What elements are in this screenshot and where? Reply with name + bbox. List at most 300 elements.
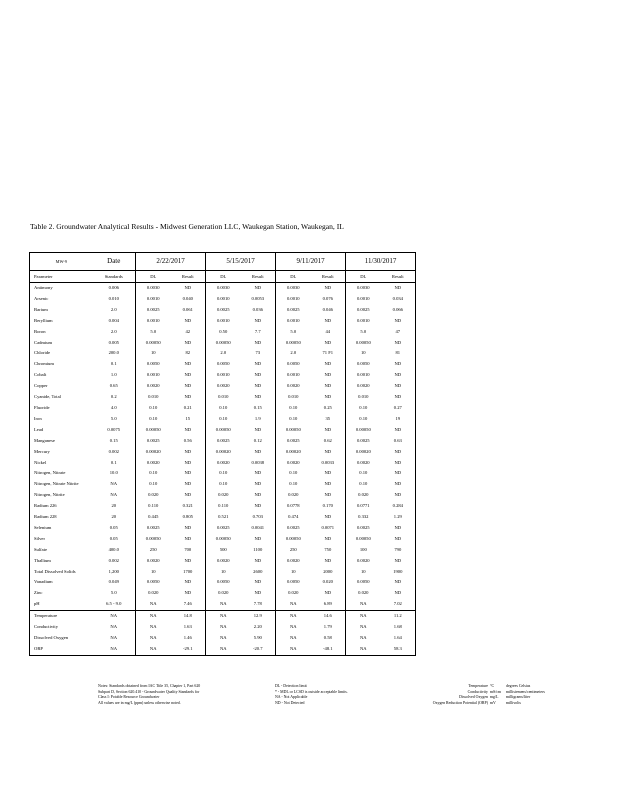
table-row bbox=[30, 468, 416, 479]
result-cell: ND bbox=[324, 361, 332, 367]
result-cell: 0.0041 bbox=[251, 524, 265, 530]
detection-limit: 0.0050 bbox=[346, 359, 381, 370]
standard-value: NA bbox=[110, 492, 118, 498]
table-row bbox=[30, 611, 416, 622]
detection-limit: 0.0020 bbox=[276, 458, 311, 469]
note-line: Notes: Standards obtained from IAC Title 35, Chapter 1, Part 620 bbox=[98, 684, 201, 688]
detection-limit: 0.020 bbox=[276, 588, 311, 599]
detection-limit: 0.10 bbox=[206, 403, 241, 414]
result-cell: 0.703 bbox=[252, 514, 263, 520]
detection-limit: 5.0 bbox=[346, 327, 381, 338]
result-cell: 58.3 bbox=[393, 645, 402, 651]
result-cell: 7.46 bbox=[183, 601, 192, 607]
sampling-date: 9/11/2017 bbox=[276, 253, 346, 271]
detection-limit: 0.0030 bbox=[136, 283, 171, 294]
detection-limit: 0.0778 bbox=[276, 501, 311, 512]
result-cell: ND bbox=[324, 557, 332, 563]
result-cell: ND bbox=[324, 426, 332, 432]
detection-limit: 0.0025 bbox=[136, 436, 171, 447]
detection-limit: NA bbox=[346, 611, 381, 622]
dl-header: DL bbox=[346, 271, 381, 283]
table-row bbox=[30, 545, 416, 556]
result-cell: 15 bbox=[185, 415, 191, 421]
notes-standards bbox=[98, 684, 200, 706]
detection-limit: 0.0010 bbox=[206, 316, 241, 327]
result-cell: -29.1 bbox=[182, 645, 193, 651]
result-cell: ND bbox=[394, 372, 402, 378]
result-cell: 0.0033 bbox=[321, 459, 335, 465]
standard-value: 0.002 bbox=[108, 448, 119, 454]
parameter-name: Lead bbox=[34, 426, 44, 432]
result-cell: 14.6 bbox=[311, 611, 346, 622]
result-cell: ND bbox=[184, 557, 192, 563]
detection-limit: 0.020 bbox=[206, 588, 241, 599]
standard-value: 2.0 bbox=[110, 306, 117, 312]
detection-limit: 0.0030 bbox=[276, 283, 311, 294]
detection-limit: 0.0010 bbox=[206, 294, 241, 305]
standard-value: 0.2 bbox=[110, 394, 117, 400]
result-cell: ND bbox=[394, 394, 402, 400]
parameter-name: Arsenic bbox=[34, 295, 49, 301]
detection-limit: NA bbox=[346, 633, 381, 644]
result-cell: ND bbox=[254, 535, 262, 541]
detection-limit: NA bbox=[136, 633, 171, 644]
result-cell: ND bbox=[184, 426, 192, 432]
detection-limit: 0.0050 bbox=[206, 359, 241, 370]
header-columns-row bbox=[30, 271, 416, 283]
detection-limit: 0.110 bbox=[136, 501, 171, 512]
result-cell: ND bbox=[254, 339, 262, 345]
standards-header: Standards bbox=[93, 271, 136, 283]
detection-limit: NA bbox=[136, 622, 171, 633]
note-line: All values are in mg/L (ppm) unless otherwise noted. bbox=[98, 700, 181, 705]
detection-limit: NA bbox=[206, 644, 241, 655]
table-row bbox=[30, 556, 416, 567]
abbreviation-line: ND - Not Detected bbox=[275, 700, 305, 705]
result-cell: 0.040 bbox=[182, 295, 193, 301]
table-row bbox=[30, 512, 416, 523]
detection-limit: 0.00050 bbox=[136, 338, 171, 349]
detection-limit: 10 bbox=[276, 567, 311, 578]
result-cell: 14.8 bbox=[171, 611, 206, 622]
abbreviation-line: NA - Not Applicable bbox=[275, 695, 308, 699]
result-cell: 82 bbox=[185, 350, 191, 356]
note-line: Subpart D, Section 620.410 - Groundwater Quality Standards for bbox=[98, 689, 200, 694]
result-cell: 73 bbox=[255, 350, 261, 356]
table-row bbox=[30, 338, 416, 349]
result-cell: ND bbox=[254, 481, 262, 487]
result-cell: 0.15 bbox=[253, 404, 262, 410]
result-cell: ND bbox=[184, 372, 192, 378]
detection-limit: 0.0025 bbox=[276, 523, 311, 534]
result-cell: ND bbox=[324, 394, 332, 400]
detection-limit: NA bbox=[276, 599, 311, 610]
result-cell: 5.90 bbox=[253, 635, 262, 640]
detection-limit: NA bbox=[276, 611, 311, 622]
detection-limit: 0.00050 bbox=[276, 338, 311, 349]
table-row bbox=[30, 327, 416, 338]
standard-value: 200.0 bbox=[108, 350, 119, 356]
table-row bbox=[30, 348, 416, 359]
result-cell: ND bbox=[394, 339, 402, 345]
detection-limit: 0.00050 bbox=[136, 534, 171, 545]
parameter-name: Cyanide, Total bbox=[34, 394, 61, 400]
detection-limit: NA bbox=[346, 644, 381, 655]
result-cell: 1.63 bbox=[183, 624, 192, 630]
result-cell: ND bbox=[254, 372, 262, 378]
result-cell: ND bbox=[254, 361, 262, 367]
result-cell: ND bbox=[184, 459, 192, 465]
result-cell: ND bbox=[324, 590, 332, 596]
detection-limit: 0.020 bbox=[136, 490, 171, 501]
result-cell: 0.020 bbox=[322, 579, 333, 585]
result-cell: ND bbox=[324, 481, 332, 487]
result-cell: 0.58 bbox=[323, 635, 332, 640]
detection-limit: 0.0025 bbox=[346, 436, 381, 447]
standard-value: NA bbox=[110, 481, 118, 487]
detection-limit: 0.00020 bbox=[206, 447, 241, 458]
parameter-name: Temperature bbox=[30, 611, 93, 622]
detection-limit: 0.0010 bbox=[346, 316, 381, 327]
standard-value: NA bbox=[110, 645, 118, 651]
result-cell: 71 F1 bbox=[322, 350, 334, 356]
result-cell: ND bbox=[254, 470, 262, 476]
result-cell: ND bbox=[184, 590, 192, 596]
sampling-date: 11/30/2017 bbox=[346, 253, 416, 271]
detection-limit: 2.0 bbox=[276, 348, 311, 359]
result-cell: ND bbox=[184, 579, 192, 585]
well-id: MW-9 bbox=[30, 253, 93, 271]
detection-limit: 0.0010 bbox=[276, 370, 311, 381]
result-header: Result bbox=[171, 271, 206, 283]
detection-limit: 0.0020 bbox=[346, 458, 381, 469]
result-cell: 1.29 bbox=[393, 514, 402, 520]
result-cell: ND bbox=[184, 339, 192, 345]
standard-value: NA bbox=[93, 611, 136, 622]
detection-limit: 0.50 bbox=[206, 327, 241, 338]
result-cell: ND bbox=[184, 492, 192, 498]
table-row bbox=[30, 381, 416, 392]
standard-value: 0.005 bbox=[108, 339, 119, 345]
standard-value: 20 bbox=[111, 514, 117, 520]
parameter-name: Silver bbox=[34, 535, 45, 541]
detection-limit: NA bbox=[136, 599, 171, 610]
result-cell: 1.68 bbox=[393, 624, 402, 630]
detection-limit: 100 bbox=[346, 545, 381, 556]
result-cell: ND bbox=[184, 448, 192, 454]
detection-limit: 0.0020 bbox=[346, 556, 381, 567]
dl-header: DL bbox=[276, 271, 311, 283]
detection-limit: 0.00020 bbox=[136, 447, 171, 458]
result-cell: ND bbox=[254, 383, 262, 389]
parameter-name: Sulfate bbox=[34, 546, 48, 552]
detection-limit: 0.010 bbox=[136, 392, 171, 403]
detection-limit: 0.00050 bbox=[276, 425, 311, 436]
detection-limit: NA bbox=[206, 599, 241, 610]
table-row bbox=[30, 577, 416, 588]
table-row bbox=[30, 490, 416, 501]
result-cell: ND bbox=[184, 524, 192, 530]
parameter-name: Mercury bbox=[34, 448, 50, 454]
result-cell: ND bbox=[394, 535, 402, 541]
parameter-name: Iron bbox=[34, 415, 42, 421]
detection-limit: 0.10 bbox=[136, 479, 171, 490]
standard-value: NA bbox=[110, 624, 118, 630]
unit-description: milligrams/liter bbox=[506, 695, 531, 699]
detection-limit: 500 bbox=[206, 545, 241, 556]
detection-limit: 0.00050 bbox=[276, 534, 311, 545]
result-cell: 0.0053 bbox=[251, 295, 265, 301]
result-cell: ND bbox=[184, 481, 192, 487]
parameter-name: Thallium bbox=[34, 557, 51, 563]
detection-limit: 0.0030 bbox=[346, 283, 381, 294]
unit-symbol: mV bbox=[490, 700, 496, 705]
result-cell: ND bbox=[324, 339, 332, 345]
result-cell: ND bbox=[324, 372, 332, 378]
table-row bbox=[30, 403, 416, 414]
standard-value: 1,200 bbox=[108, 568, 119, 574]
table-row bbox=[30, 588, 416, 599]
dl-header: DL bbox=[136, 271, 171, 283]
parameter-name: Boron bbox=[34, 328, 46, 334]
sampling-date: 2/22/2017 bbox=[136, 253, 206, 271]
detection-limit: 0.10 bbox=[276, 414, 311, 425]
unit-symbol: mg/L bbox=[490, 695, 499, 699]
detection-limit: 0.0050 bbox=[136, 577, 171, 588]
result-cell: ND bbox=[254, 557, 262, 563]
detection-limit: 0.00020 bbox=[276, 447, 311, 458]
notes-unit-descriptions bbox=[506, 684, 545, 706]
table-row bbox=[30, 622, 416, 633]
detection-limit: 0.332 bbox=[346, 512, 381, 523]
result-cell: 6.89 bbox=[323, 601, 332, 607]
standard-value: 1.0 bbox=[110, 372, 117, 378]
detection-limit: 0.10 bbox=[136, 403, 171, 414]
result-cell: 7.78 bbox=[253, 601, 262, 607]
parameter-name: Zinc bbox=[34, 590, 43, 596]
detection-limit: 0.521 bbox=[206, 512, 241, 523]
detection-limit: 0.0010 bbox=[276, 294, 311, 305]
table-row bbox=[30, 479, 416, 490]
result-cell: ND bbox=[394, 459, 402, 465]
table-row bbox=[30, 599, 416, 610]
date-label: Date bbox=[93, 253, 136, 271]
result-cell: ND bbox=[394, 448, 402, 454]
standard-value: 20 bbox=[111, 503, 117, 509]
standard-value: 10.0 bbox=[109, 470, 118, 476]
result-cell: 0.56 bbox=[183, 437, 192, 443]
detection-limit: 0.020 bbox=[346, 588, 381, 599]
detection-limit: 0.00050 bbox=[136, 425, 171, 436]
parameter-name: Nickel bbox=[34, 459, 47, 465]
detection-limit: 0.0050 bbox=[206, 577, 241, 588]
detection-limit: NA bbox=[346, 599, 381, 610]
detection-limit: 0.020 bbox=[346, 490, 381, 501]
standard-value: 0.1 bbox=[110, 459, 117, 465]
unit-description: millisiemens/centimeters bbox=[506, 689, 545, 694]
notes-unit-symbols bbox=[490, 684, 501, 706]
table-row bbox=[30, 644, 416, 655]
standard-value: 0.1 bbox=[110, 361, 117, 367]
result-cell: ND bbox=[394, 317, 402, 323]
standard-value: 5.0 bbox=[110, 590, 117, 596]
detection-limit: 0.020 bbox=[136, 588, 171, 599]
result-cell: 81 bbox=[395, 350, 401, 356]
unit-description: degrees Celsius bbox=[506, 684, 531, 688]
detection-limit: 250 bbox=[136, 545, 171, 556]
result-cell: 0.0071 bbox=[321, 524, 335, 530]
result-cell: 11.2 bbox=[381, 611, 416, 622]
standard-value: NA bbox=[110, 635, 118, 640]
result-cell: 0.076 bbox=[322, 295, 333, 301]
table-row bbox=[30, 523, 416, 534]
result-cell: ND bbox=[184, 285, 192, 290]
detection-limit: 0.00050 bbox=[346, 425, 381, 436]
detection-limit: 10 bbox=[136, 348, 171, 359]
result-cell: 7.02 bbox=[393, 601, 402, 607]
result-cell: ND bbox=[324, 470, 332, 476]
detection-limit: 0.0020 bbox=[206, 458, 241, 469]
detection-limit: 0.0025 bbox=[276, 436, 311, 447]
detection-limit: 0.110 bbox=[206, 501, 241, 512]
result-cell: 42 bbox=[185, 328, 191, 334]
table-row bbox=[30, 425, 416, 436]
standard-value: 2.0 bbox=[110, 328, 117, 334]
result-header: Result bbox=[311, 271, 346, 283]
detection-limit: 0.0025 bbox=[136, 523, 171, 534]
result-cell: ND bbox=[254, 503, 262, 509]
standard-value: 0.004 bbox=[108, 317, 119, 323]
abbreviation-line: * - MDL or LCSD is outside acceptable limits. bbox=[275, 689, 348, 694]
result-cell: ND bbox=[324, 514, 332, 520]
detection-limit: NA bbox=[346, 622, 381, 633]
detection-limit: NA bbox=[276, 633, 311, 644]
result-cell: -48.1 bbox=[323, 645, 333, 651]
result-cell: 0.0038 bbox=[251, 459, 265, 465]
result-cell: ND bbox=[394, 557, 402, 563]
result-cell: ND bbox=[184, 470, 192, 476]
detection-limit: 0.00050 bbox=[206, 534, 241, 545]
standard-value: 5.0 bbox=[110, 415, 117, 421]
result-cell: ND bbox=[254, 590, 262, 596]
parameter-name: Selenium bbox=[34, 524, 52, 530]
detection-limit: 0.010 bbox=[276, 392, 311, 403]
detection-limit: 0.0025 bbox=[346, 305, 381, 316]
unit-description: millivolts bbox=[506, 700, 521, 705]
detection-limit: NA bbox=[136, 644, 171, 655]
groundwater-results-table bbox=[29, 252, 416, 656]
detection-limit: 0.0010 bbox=[136, 316, 171, 327]
detection-limit: 0.0025 bbox=[206, 436, 241, 447]
parameter-name: Nitrogen, Nitrite bbox=[34, 492, 65, 498]
result-cell: ND bbox=[254, 448, 262, 454]
detection-limit: 0.0025 bbox=[206, 523, 241, 534]
result-cell: 0.170 bbox=[322, 503, 333, 509]
parameter-name: Beryllium bbox=[34, 317, 53, 323]
result-cell: 0.034 bbox=[392, 295, 403, 301]
detection-limit: 0.0020 bbox=[206, 381, 241, 392]
parameter-name: Total Dissolved Solids bbox=[34, 568, 76, 574]
detection-limit: 0.0030 bbox=[206, 283, 241, 294]
result-cell: ND bbox=[324, 285, 332, 290]
parameter-name: Radium 226 bbox=[34, 503, 57, 509]
result-cell: 0.27 bbox=[393, 404, 402, 410]
result-cell: ND bbox=[394, 492, 402, 498]
document-title: Table 2. Groundwater Analytical Results - Midwest Generation LLC, Waukegan Station, Waukegan, IL bbox=[30, 222, 344, 231]
unit-name: Dissolved Oxygen bbox=[459, 695, 488, 699]
detection-limit: 0.0025 bbox=[206, 305, 241, 316]
dl-header: DL bbox=[206, 271, 241, 283]
result-cell: ND bbox=[394, 524, 402, 530]
detection-limit: 0.0020 bbox=[346, 381, 381, 392]
detection-limit: 0.0050 bbox=[136, 359, 171, 370]
result-cell: ND bbox=[254, 426, 262, 432]
detection-limit: NA bbox=[206, 611, 241, 622]
result-cell: 750 bbox=[324, 546, 332, 552]
detection-limit: 0.10 bbox=[276, 403, 311, 414]
result-cell: 0.284 bbox=[392, 503, 403, 509]
detection-limit: 0.0050 bbox=[276, 577, 311, 588]
detection-limit: 0.010 bbox=[346, 392, 381, 403]
parameter-name: Antimony bbox=[34, 285, 53, 290]
result-cell: 0.046 bbox=[322, 306, 333, 312]
notes-unit-names bbox=[400, 684, 488, 706]
notes-abbreviations bbox=[275, 684, 348, 706]
unit-symbol: mS/cm bbox=[490, 689, 502, 694]
unit-name: Temperature bbox=[468, 684, 488, 688]
detection-limit: NA bbox=[136, 611, 171, 622]
result-cell: 0.25 bbox=[323, 404, 332, 410]
result-cell: 1100 bbox=[253, 546, 263, 552]
result-cell: 1.79 bbox=[323, 624, 332, 630]
result-cell: ND bbox=[254, 285, 262, 290]
detection-limit: 0.10 bbox=[346, 468, 381, 479]
result-cell: ND bbox=[394, 361, 402, 367]
result-cell: 700 bbox=[184, 546, 192, 552]
parameter-name: Nitrogen, Nitrate Nitrite bbox=[34, 481, 79, 487]
unit-name: Conductivity bbox=[467, 689, 488, 694]
standard-value: 0.05 bbox=[109, 524, 118, 530]
result-cell: 2.20 bbox=[253, 624, 262, 630]
parameter-name: Barium bbox=[34, 306, 48, 312]
parameter-name: Dissolved Oxygen bbox=[34, 635, 69, 640]
result-cell: 44 bbox=[325, 328, 331, 334]
standard-value: 0.010 bbox=[108, 295, 119, 301]
parameter-name: Nitrogen, Nitrate bbox=[34, 470, 66, 476]
unit-symbol: °C bbox=[490, 684, 495, 688]
detection-limit: 0.0010 bbox=[346, 370, 381, 381]
detection-limit: 0.0771 bbox=[346, 501, 381, 512]
result-cell: 19 bbox=[395, 415, 401, 421]
result-cell: 1900 bbox=[393, 568, 403, 574]
parameter-name: Cobalt bbox=[34, 372, 47, 378]
result-cell: 35 bbox=[325, 415, 331, 421]
table-row bbox=[30, 294, 416, 305]
detection-limit: 0.0050 bbox=[346, 577, 381, 588]
detection-limit: 0.10 bbox=[346, 414, 381, 425]
standard-value: 400.0 bbox=[108, 546, 119, 552]
parameter-name: Copper bbox=[34, 383, 48, 389]
detection-limit: 0.0025 bbox=[136, 305, 171, 316]
detection-limit: 0.020 bbox=[206, 490, 241, 501]
detection-limit: 0.10 bbox=[136, 414, 171, 425]
standard-value: 0.15 bbox=[109, 437, 118, 443]
result-cell: ND bbox=[324, 448, 332, 454]
detection-limit: NA bbox=[206, 622, 241, 633]
detection-limit: NA bbox=[276, 622, 311, 633]
result-cell: ND bbox=[324, 535, 332, 541]
table-row bbox=[30, 534, 416, 545]
